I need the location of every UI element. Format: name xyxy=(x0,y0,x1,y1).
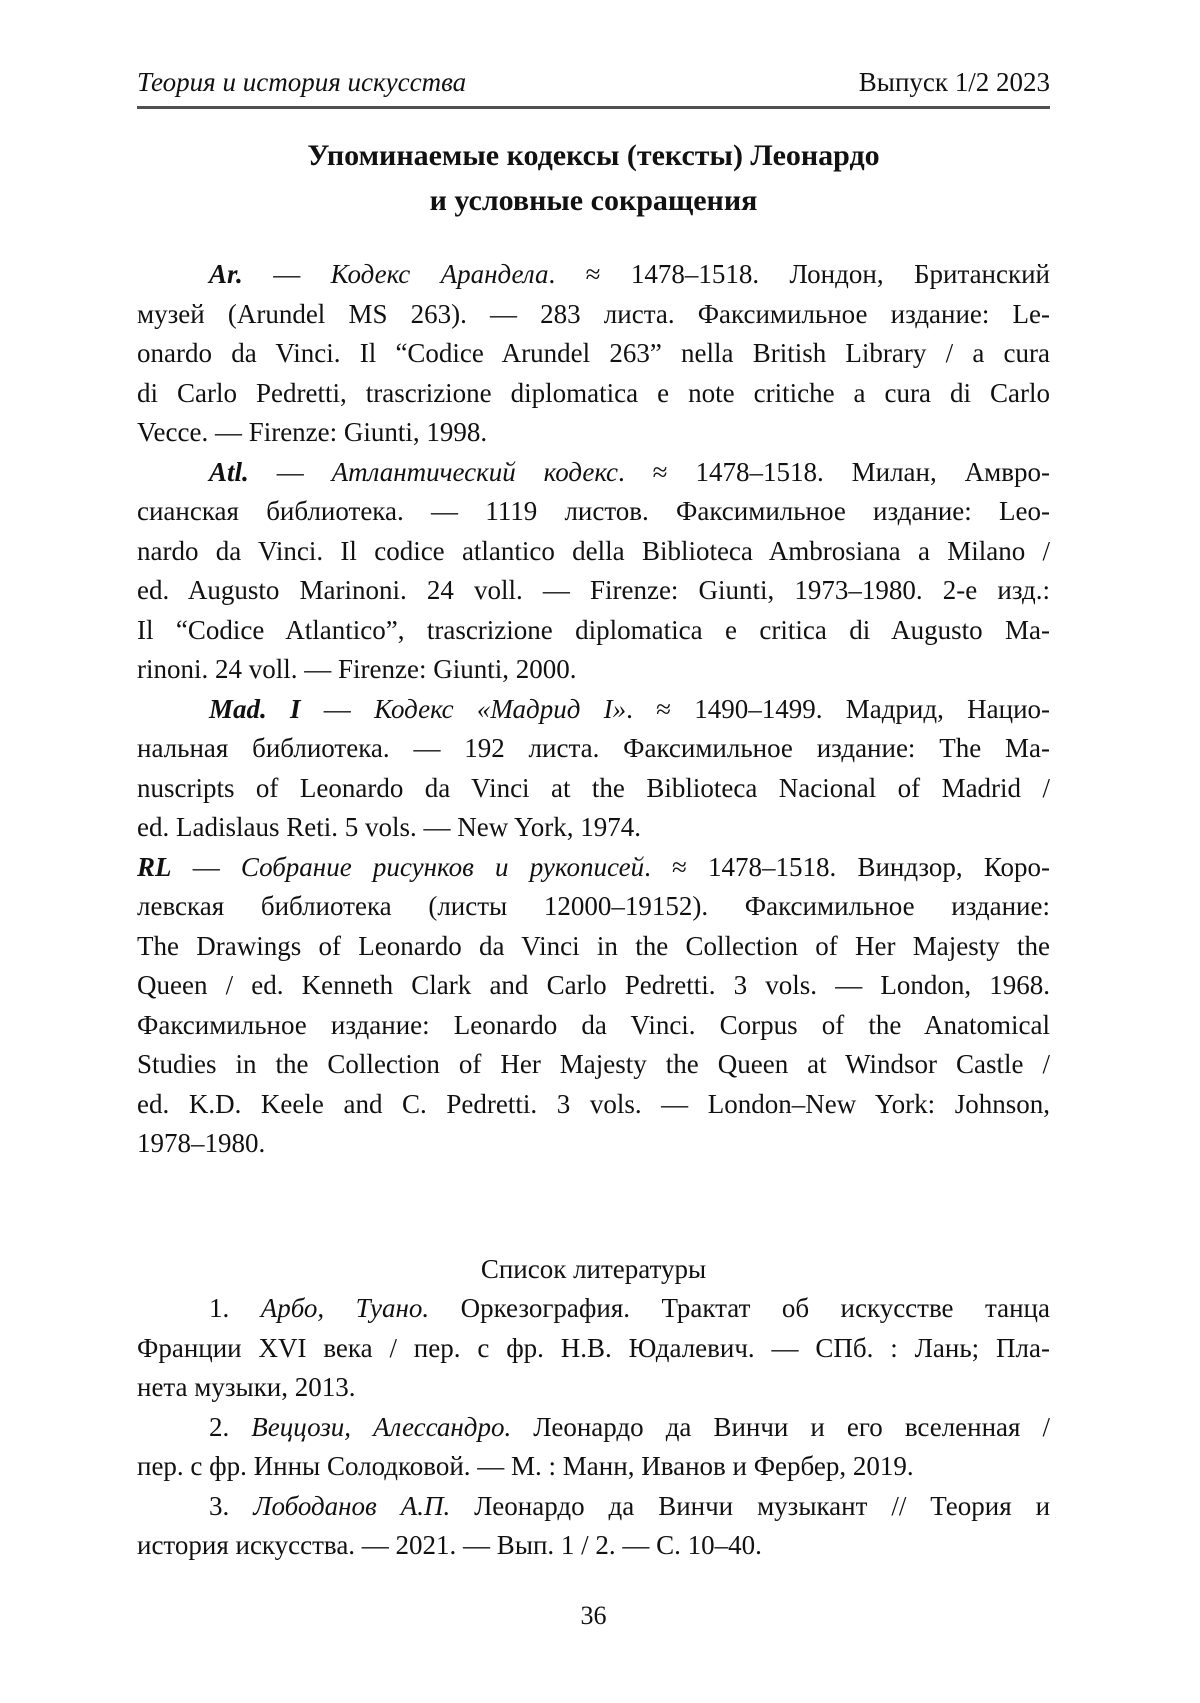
reference-item xyxy=(137,1289,1050,1408)
text-line: Mad. I — Кодекс «Мадрид I». ≈ 1490–1499. Мадрид, Нацио- xyxy=(209,693,1051,724)
text-line: 1. Арбо, Туано. Оркезография. Трактат об искусстве танца xyxy=(209,1293,1050,1323)
codex-paragraph xyxy=(137,848,1050,1164)
text-line: onardo da Vinci. Il “Codice Arundel 263” nella British Library / a cura xyxy=(137,338,1050,368)
page-number: 36 xyxy=(580,1600,607,1630)
text-block xyxy=(0,66,1200,1632)
text-line: 1978–1980. xyxy=(137,1128,266,1158)
article-title-line-1: Упоминаемые кодексы (тексты) Леонардо xyxy=(307,139,880,172)
text-line: сианская библиотека. — 1119 листов. Факсимильное издание: Leo- xyxy=(137,496,1050,526)
codex-paragraph xyxy=(137,453,1050,690)
text-line: Франции XVI века / пер. с фр. Н.В. Юдалевич. — СПб. : Лань; Пла- xyxy=(137,1332,1050,1363)
text-line: Vecce. — Firenze: Giunti, 1998. xyxy=(137,417,488,447)
text-line: di Carlo Pedretti, trascrizione diplomatica e note critiche a cura di Carlo xyxy=(137,377,1050,408)
codex-paragraph xyxy=(137,690,1050,848)
text-line: история искусства. — 2021. — Вып. 1 / 2. — С. 10–40. xyxy=(137,1530,762,1560)
bibliography-heading: Список литературы xyxy=(480,1253,707,1284)
text-line: nuscripts of Leonardo da Vinci at the Biblioteca Nacional of Madrid / xyxy=(137,772,1050,803)
text-line: ed. Ladislaus Reti. 5 vols. — New York, 1974. xyxy=(137,812,641,842)
text-line: rinoni. 24 voll. — Firenze: Giunti, 2000. xyxy=(137,654,577,684)
codex-section xyxy=(137,255,1050,1164)
reference-item xyxy=(137,1408,1050,1487)
text-line: The Drawings of Leonardo da Vinci in the Collection of Her Majesty the xyxy=(137,930,1050,961)
text-line: RL — Собрание рисунков и рукописей. ≈ 1478–1518. Виндзор, Коро- xyxy=(137,851,1051,882)
text-line: Ar. — Кодекс Арандела. ≈ 1478–1518. Лондон, Британский xyxy=(209,259,1050,289)
text-line: Факсимильное издание: Leonardo da Vinci. Corpus of the Anatomical xyxy=(137,1009,1050,1040)
text-line: nardo da Vinci. Il codice atlantico della Biblioteca Ambrosiana a Milano / xyxy=(137,535,1050,566)
text-line: Il “Codice Atlantico”, trascrizione diplomatica e critica di Augusto Ma- xyxy=(137,614,1050,645)
text-line: левская библиотека (листы 12000–19152). Факсимильное издание: xyxy=(137,891,1050,921)
article-title-line-2: и условные сокращения xyxy=(429,184,758,217)
codex-paragraph xyxy=(137,255,1050,453)
text-line: нета музыки, 2013. xyxy=(137,1372,356,1402)
text-line: 2. Веццози, Алессандро. Леонардо да Винчи и его вселенная / xyxy=(209,1411,1050,1442)
running-title: Теория и история искусства xyxy=(137,67,467,97)
text-line: пер. с фр. Инны Солодковой. — М. : Манн, Иванов и Фербер, 2019. xyxy=(137,1451,914,1481)
text-line: Studies in the Collection of Her Majesty the Queen at Windsor Castle / xyxy=(137,1049,1050,1079)
text-line: нальная библиотека. — 192 листа. Факсимильное издание: The Ma- xyxy=(137,733,1050,763)
text-line: 3. Лободанов А.П. Леонардо да Винчи музыкант // Теория и xyxy=(209,1490,1051,1521)
page-header xyxy=(137,66,1050,109)
text-line: ed. Augusto Marinoni. 24 voll. — Firenze: Giunti, 1973–1980. 2-е изд.: xyxy=(137,575,1050,605)
article-title xyxy=(137,133,1050,223)
text-line: музей (Arundel MS 263). — 283 листа. Факсимильное издание: Le- xyxy=(137,298,1050,329)
reference-item xyxy=(137,1487,1050,1566)
text-line: ed. K.D. Keele and C. Pedretti. 3 vols. — London–New York: Johnson, xyxy=(137,1088,1050,1119)
text-line: Queen / ed. Kenneth Clark and Carlo Pedretti. 3 vols. — London, 1968. xyxy=(137,970,1050,1000)
issue-label: Выпуск 1/2 2023 xyxy=(858,67,1050,97)
bibliography-list xyxy=(137,1289,1050,1566)
text-line: Atl. — Атлантический кодекс. ≈ 1478–1518. Милан, Амвро- xyxy=(209,456,1050,487)
